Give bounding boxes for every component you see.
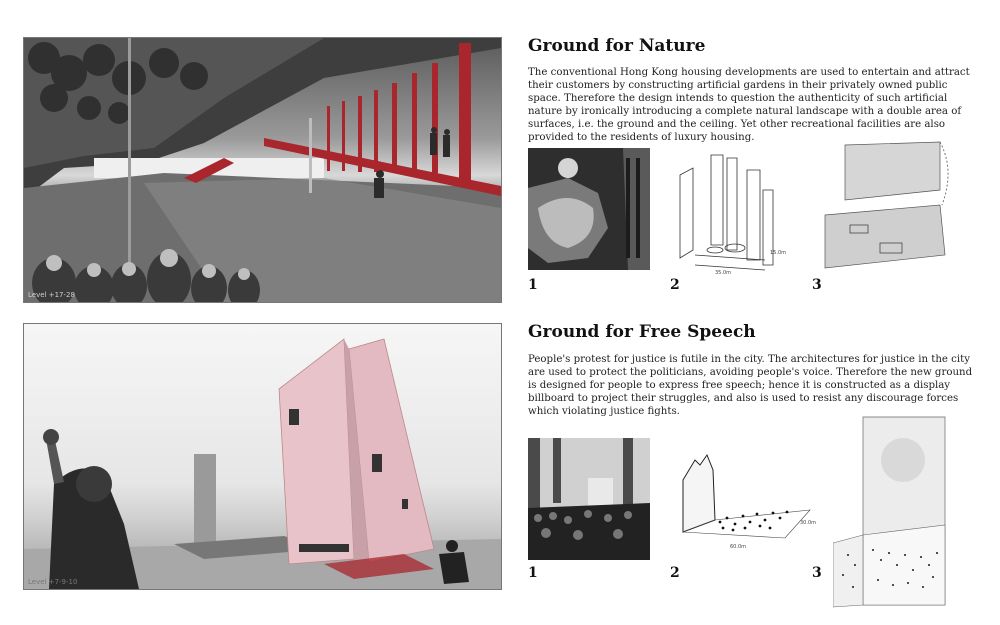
render-level-label: Level +7-9-10 bbox=[28, 578, 78, 586]
section-body-free-speech: People's protest for justice is futile in the city. The architectures for justice in the city are used to protect the politicians, avoiding people's voice. Therefore the new ground is designed for people to express free speech; hence it is constructed as a display billboard to project their struggles, and also is used to resist any discourage forces which violating justice fights. bbox=[528, 354, 973, 417]
figure-number: 2 bbox=[670, 565, 680, 581]
figure-number: 1 bbox=[528, 277, 538, 293]
speech-crowd-diagram bbox=[675, 450, 825, 555]
dimension-label: 35.0m bbox=[715, 270, 732, 275]
dimension-label: 30.0m bbox=[800, 520, 817, 526]
nature-section-diagram bbox=[675, 150, 805, 275]
figure-number: 3 bbox=[812, 277, 822, 293]
free-speech-render-illustration bbox=[24, 324, 501, 589]
nature-axonometric-diagram bbox=[820, 140, 950, 270]
section-title-nature: Ground for Nature bbox=[528, 36, 706, 56]
nature-render-illustration bbox=[24, 38, 501, 302]
dimension-label: 15.0m bbox=[770, 250, 787, 256]
section-body-nature: The conventional Hong Kong housing developments are used to entertain and attract their customers by constructing artificial gardens in their privately owned public space. Therefore the design intends to question the authenticity of such artificial nature by ironically introducing a complete natural landscape with a double area of surfaces, i.e. the ground and the ceiling. Yet other recreational facilities are also provided to the residents of luxury housing. bbox=[528, 67, 970, 143]
free-speech-render bbox=[23, 323, 502, 590]
protest-crowd-photo bbox=[528, 438, 650, 560]
nature-render bbox=[23, 37, 502, 303]
figure-number: 1 bbox=[528, 565, 538, 581]
dimension-label: 60.0m bbox=[730, 544, 747, 550]
figure-number: 2 bbox=[670, 277, 680, 293]
nature-aerial-photo bbox=[528, 148, 650, 270]
speech-billboard-diagram bbox=[833, 415, 948, 610]
render-level-label: Level +17-28 bbox=[28, 291, 75, 299]
figure-number: 3 bbox=[812, 565, 822, 581]
section-title-free-speech: Ground for Free Speech bbox=[528, 322, 756, 342]
